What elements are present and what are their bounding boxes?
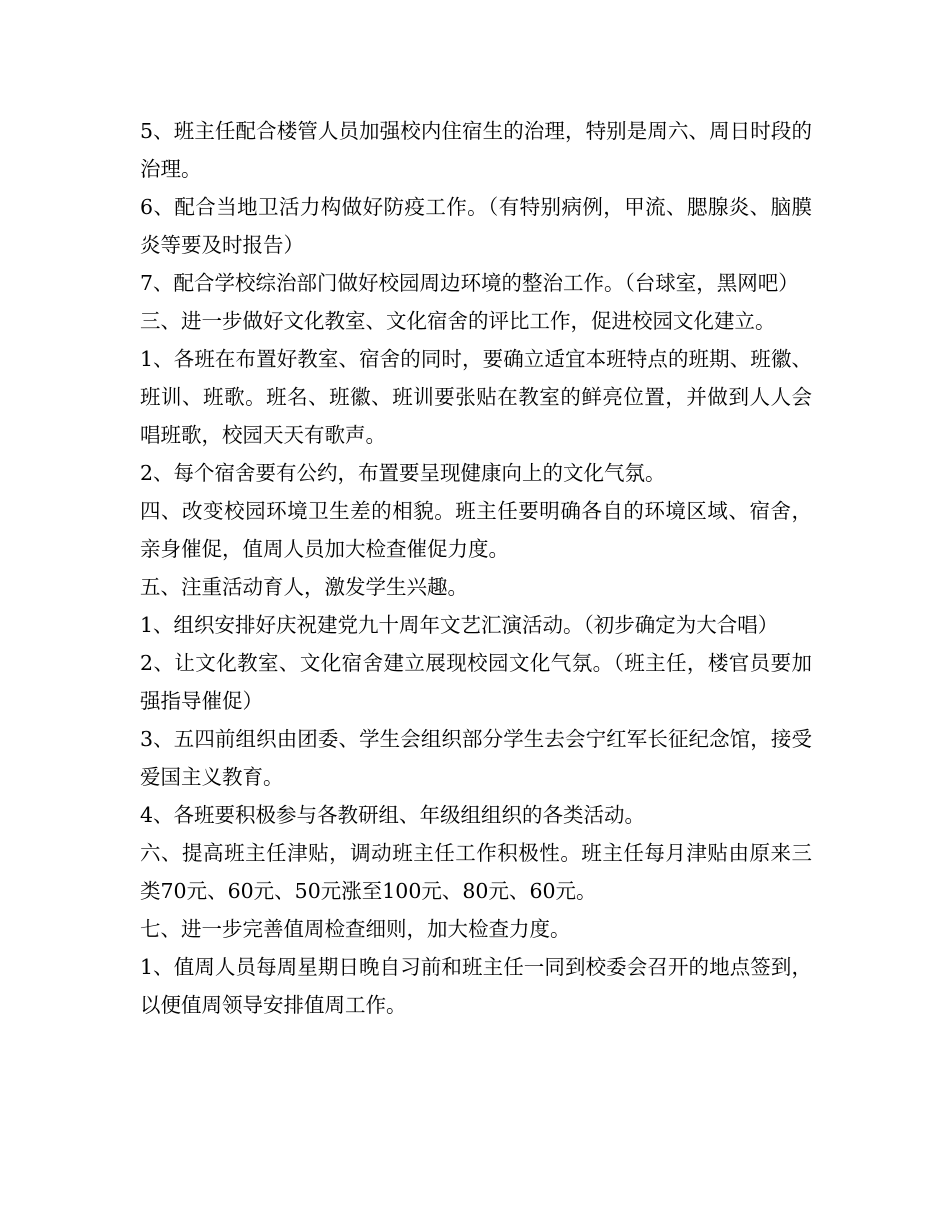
section-heading-7-duty-inspection: 七、进一步完善值周检查细则，加大检查力度。 <box>140 917 571 941</box>
paragraph-item-2-culture-atmosphere: 2、让文化教室、文化宿舍建立展现校园文化气氛。（班主任，楼官员要加强指导催促） <box>140 651 812 713</box>
paragraph-item-6-epidemic-prevention: 6、配合当地卫活力构做好防疫工作。（有特别病例，甲流、腮腺炎、脑膜炎等要及时报告） <box>140 195 812 257</box>
section-heading-6-allowance: 六、提高班主任津贴，调动班主任工作积极性。班主任每月津贴由原来三类70元、60元、50元涨至100元、80元、60元。 <box>140 841 812 903</box>
section-heading-5-activities: 五、注重活动育人，激发学生兴趣。 <box>140 575 468 599</box>
paragraph-item-3-memorial-visit: 3、五四前组织由团委、学生会组织部分学生去会宁红军长征纪念馆，接受爱国主义教育。 <box>140 727 812 789</box>
paragraph-item-1-class-identity: 1、各班在布置好教室、宿舍的同时，要确立适宜本班特点的班期、班徽、班训、班歌。班名、班徽、班训要张贴在教室的鲜亮位置，并做到人人会唱班歌，校园天天有歌声。 <box>140 347 812 447</box>
paragraph-item-5-dorm-management: 5、班主任配合楼管人员加强校内住宿生的治理，特别是周六、周日时段的治理。 <box>140 119 812 181</box>
paragraph-item-1-performance: 1、组织安排好庆祝建党九十周年文艺汇演活动。（初步确定为大合唱） <box>140 613 779 637</box>
paragraph-item-4-class-participation: 4、各班要积极参与各教研组、年级组组织的各类活动。 <box>140 803 646 827</box>
paragraph-item-1-duty-signin: 1、值周人员每周星期日晚自习前和班主任一同到校委会召开的地点签到，以便值周领导安排值周工作。 <box>140 955 812 1017</box>
paragraph-item-7-campus-surroundings: 7、配合学校综治部门做好校园周边环境的整治工作。（台球室，黑网吧） <box>140 271 799 295</box>
paragraph-item-2-dorm-convention: 2、每个宿舍要有公约，布置要呈现健康向上的文化气氛。 <box>140 461 666 485</box>
section-heading-3-culture-evaluation: 三、进一步做好文化教室、文化宿舍的评比工作，促进校园文化建立。 <box>140 309 776 333</box>
section-heading-4-hygiene: 四、改变校园环境卫生差的相貌。班主任要明确各自的环境区域、宿舍，亲身催促，值周人员加大检查催促力度。 <box>140 499 812 561</box>
document-body <box>140 112 812 1024</box>
